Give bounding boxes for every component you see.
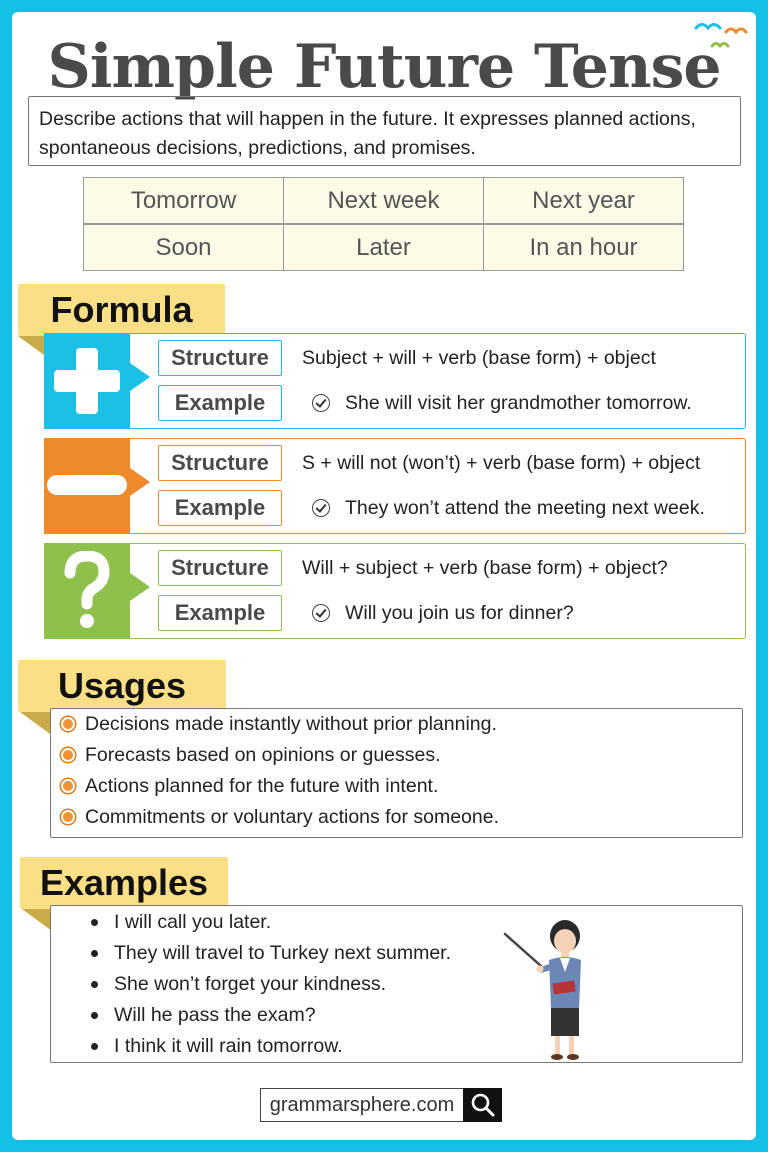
site-url[interactable]: grammarsphere.com [260, 1088, 463, 1122]
list-item [91, 907, 271, 937]
negative-structure: S + will not (won’t) + verb (base form) + object [302, 452, 701, 474]
time-word: Next year [483, 177, 684, 224]
list-item [61, 771, 438, 801]
example-sentence: She won’t forget your kindness. [114, 972, 387, 995]
bullet-icon [61, 717, 75, 731]
negative-example: They won’t attend the meeting next week. [345, 497, 705, 519]
affirmative-structure: Subject + will + verb (base form) + object [302, 347, 656, 369]
pointer-notch [130, 468, 150, 496]
check-icon [312, 499, 330, 517]
list-item [91, 1031, 343, 1061]
examples-list [50, 905, 743, 1063]
structure-label: Structure [158, 550, 282, 586]
list-item [91, 969, 386, 999]
example-label: Example [158, 385, 282, 421]
structure-label: Structure [158, 340, 282, 376]
bullet-icon [91, 981, 98, 988]
bullet-icon [91, 919, 98, 926]
structure-label: Structure [158, 445, 282, 481]
question-formula-row [44, 543, 746, 639]
time-expressions-grid [83, 177, 686, 272]
usages-heading: Usages [18, 660, 226, 712]
search-icon [463, 1088, 502, 1122]
list-item [91, 938, 451, 968]
negative-formula-row [44, 438, 746, 534]
page-title: Simple Future Tense [47, 32, 721, 102]
bullet-icon [91, 1043, 98, 1050]
description-box: Describe actions that will happen in the future. It expresses planned actions, spontaneous decisions, predictions, and promises. [28, 96, 741, 166]
example-sentence: I think it will rain tomorrow. [114, 1034, 343, 1057]
usage-text: Forecasts based on opinions or guesses. [85, 743, 441, 766]
minus-icon [44, 438, 130, 534]
time-word: Soon [83, 224, 284, 271]
list-item [61, 740, 441, 770]
time-word: Next week [283, 177, 484, 224]
bullet-icon [61, 810, 75, 824]
question-mark-icon [44, 543, 130, 639]
examples-heading: Examples [20, 857, 228, 909]
affirmative-formula-row [44, 333, 746, 429]
pointer-notch [130, 363, 150, 391]
footer-brand [260, 1088, 502, 1122]
question-example: Will you join us for dinner? [345, 602, 574, 624]
example-sentence: I will call you later. [114, 910, 272, 933]
question-structure: Will + subject + verb (base form) + object? [302, 557, 668, 579]
example-label: Example [158, 490, 282, 526]
example-label: Example [158, 595, 282, 631]
affirmative-example: She will visit her grandmother tomorrow. [345, 392, 692, 414]
heading-fold [22, 909, 52, 931]
infographic-sheet [12, 12, 756, 1140]
example-sentence: They will travel to Turkey next summer. [114, 941, 452, 964]
time-word: In an hour [483, 224, 684, 271]
bullet-icon [61, 748, 75, 762]
teacher-illustration [503, 916, 603, 1062]
bullet-icon [91, 1012, 98, 1019]
check-icon [312, 604, 330, 622]
formula-heading: Formula [18, 284, 225, 336]
time-word: Tomorrow [83, 177, 284, 224]
list-item [61, 709, 497, 739]
usage-text: Actions planned for the future with intent. [85, 774, 439, 797]
check-icon [312, 394, 330, 412]
plus-icon [44, 333, 130, 429]
time-word: Later [283, 224, 484, 271]
pointer-notch [130, 573, 150, 601]
list-item [61, 802, 499, 832]
usage-text: Commitments or voluntary actions for someone. [85, 805, 499, 828]
list-item [91, 1000, 316, 1030]
example-sentence: Will he pass the exam? [114, 1003, 316, 1026]
bullet-icon [61, 779, 75, 793]
bullet-icon [91, 950, 98, 957]
usage-text: Decisions made instantly without prior planning. [85, 712, 497, 735]
birds-icon [692, 18, 752, 54]
heading-fold [20, 712, 50, 734]
usages-list [50, 708, 743, 838]
